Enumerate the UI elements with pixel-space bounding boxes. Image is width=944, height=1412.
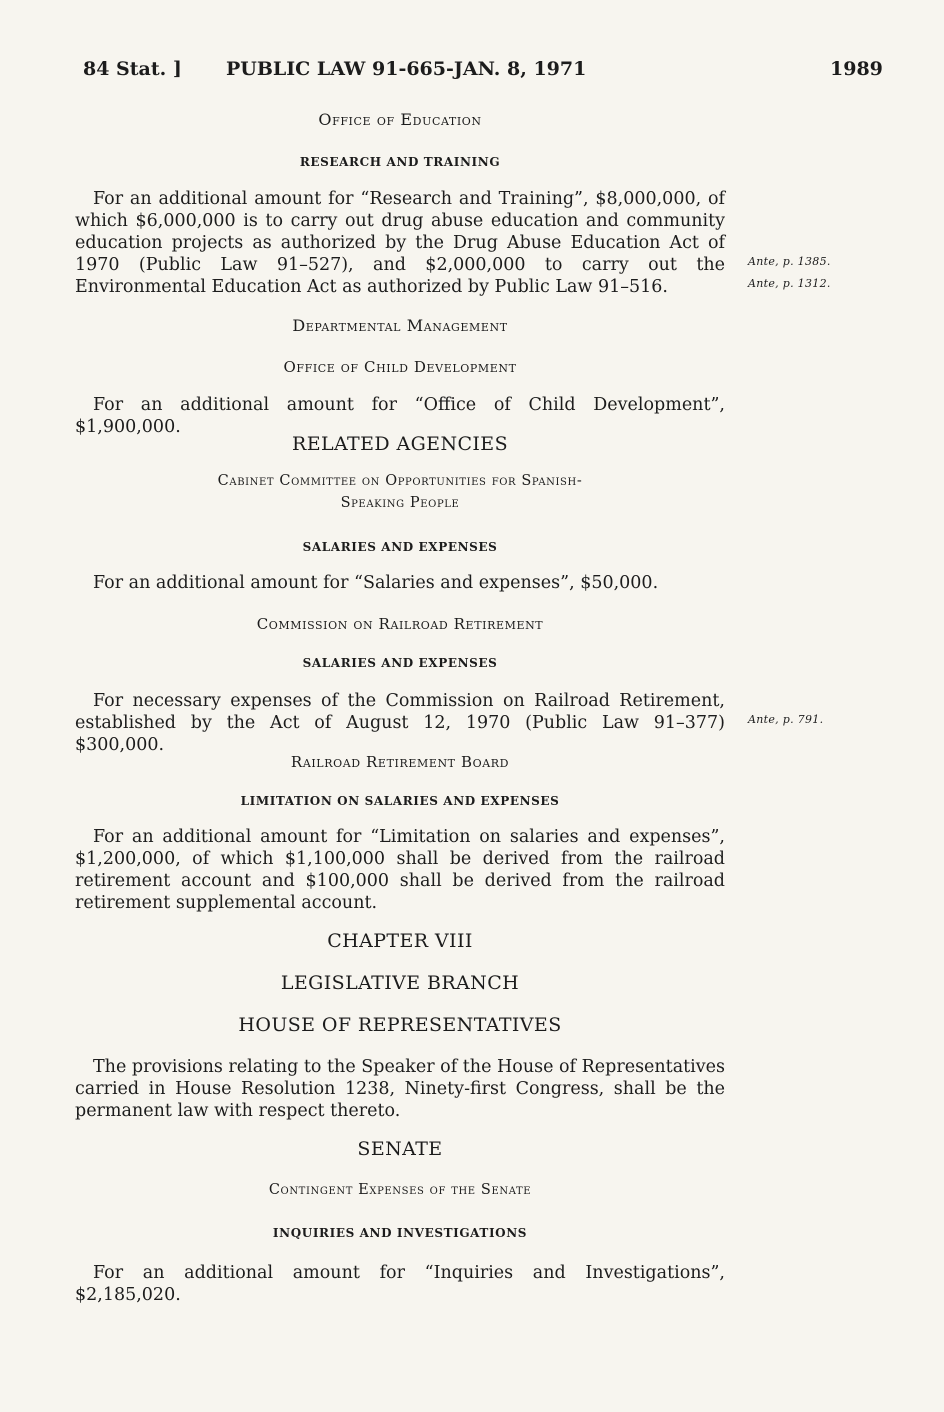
departmental-management-heading: Departmental Management: [292, 316, 508, 335]
related-agencies-heading: RELATED AGENCIES: [291, 433, 508, 455]
margin-note-791: Ante, p. 791.: [748, 713, 824, 726]
statute-reference: 84 Stat. ]: [83, 58, 182, 80]
railroad-board-heading: Railroad Retirement Board: [290, 753, 510, 771]
chapter-heading: CHAPTER VIII: [327, 930, 473, 952]
house-heading: HOUSE OF REPRESENTATIVES: [238, 1014, 562, 1036]
commission-salaries-subheading: SALARIES AND EXPENSES: [302, 656, 498, 670]
research-training-subheading: RESEARCH AND TRAINING: [299, 155, 501, 169]
senate-contingent-heading: Contingent Expenses of the Senate: [268, 1182, 532, 1198]
commission-railroad-heading: Commission on Railroad Retirement: [256, 615, 544, 633]
cabinet-salaries-paragraph: For an additional amount for “Salaries and expenses”, $50,000.: [93, 573, 659, 593]
margin-note-1312: Ante, p. 1312.: [748, 277, 831, 290]
page-title: PUBLIC LAW 91-665-JAN. 8, 1971: [226, 58, 587, 80]
senate-heading: SENATE: [357, 1138, 443, 1160]
inquiries-paragraph: For an additional amount for “Inquiries and Investigations”, $2,185,020.: [75, 1263, 725, 1305]
inquiries-subheading: INQUIRIES AND INVESTIGATIONS: [272, 1226, 528, 1240]
limitation-subheading: LIMITATION ON SALARIES AND EXPENSES: [240, 794, 560, 808]
cabinet-salaries-subheading: SALARIES AND EXPENSES: [302, 540, 498, 554]
child-development-subheading: Office of Child Development: [283, 358, 517, 376]
research-training-paragraph: For an additional amount for “Research and Training”, $8,000,000, of which $6,000,000 is to carry out drug abuse education and community education projects as authorized by the Drug Abuse Education Act of 1970 (Public Law 91–527), and $2,000,000 to carry out the Environmental Education Act as authorized by Public Law 91–516.: [75, 189, 725, 297]
child-development-paragraph: For an additional amount for “Office of Child Development”, $1,900,000.: [75, 395, 725, 437]
cabinet-committee-heading-line1: Cabinet Committee on Opportunities for Spanish-: [217, 473, 583, 489]
margin-note-1385: Ante, p. 1385.: [748, 255, 831, 268]
house-paragraph: The provisions relating to the Speaker of the House of Representatives carried in House Resolution 1238, Ninety-first Congress, shall be the permanent law with respect thereto.: [75, 1057, 725, 1121]
cabinet-committee-heading-line2: Speaking People: [340, 495, 460, 511]
office-of-education-heading: Office of Education: [318, 110, 482, 129]
railroad-board-paragraph: For an additional amount for “Limitation on salaries and expenses”, $1,200,000, of which $1,100,000 shall be derived from the railroad retirement account and $100,000 shall be derived from the railroad retirement supplemental account.: [75, 827, 725, 913]
commission-railroad-paragraph: For necessary expenses of the Commission on Railroad Retirement, established by the Act of August 12, 1970 (Public Law 91–377) $300,000.: [75, 691, 725, 755]
page-number: 1989: [830, 58, 883, 80]
legislative-branch-heading: LEGISLATIVE BRANCH: [280, 972, 520, 994]
